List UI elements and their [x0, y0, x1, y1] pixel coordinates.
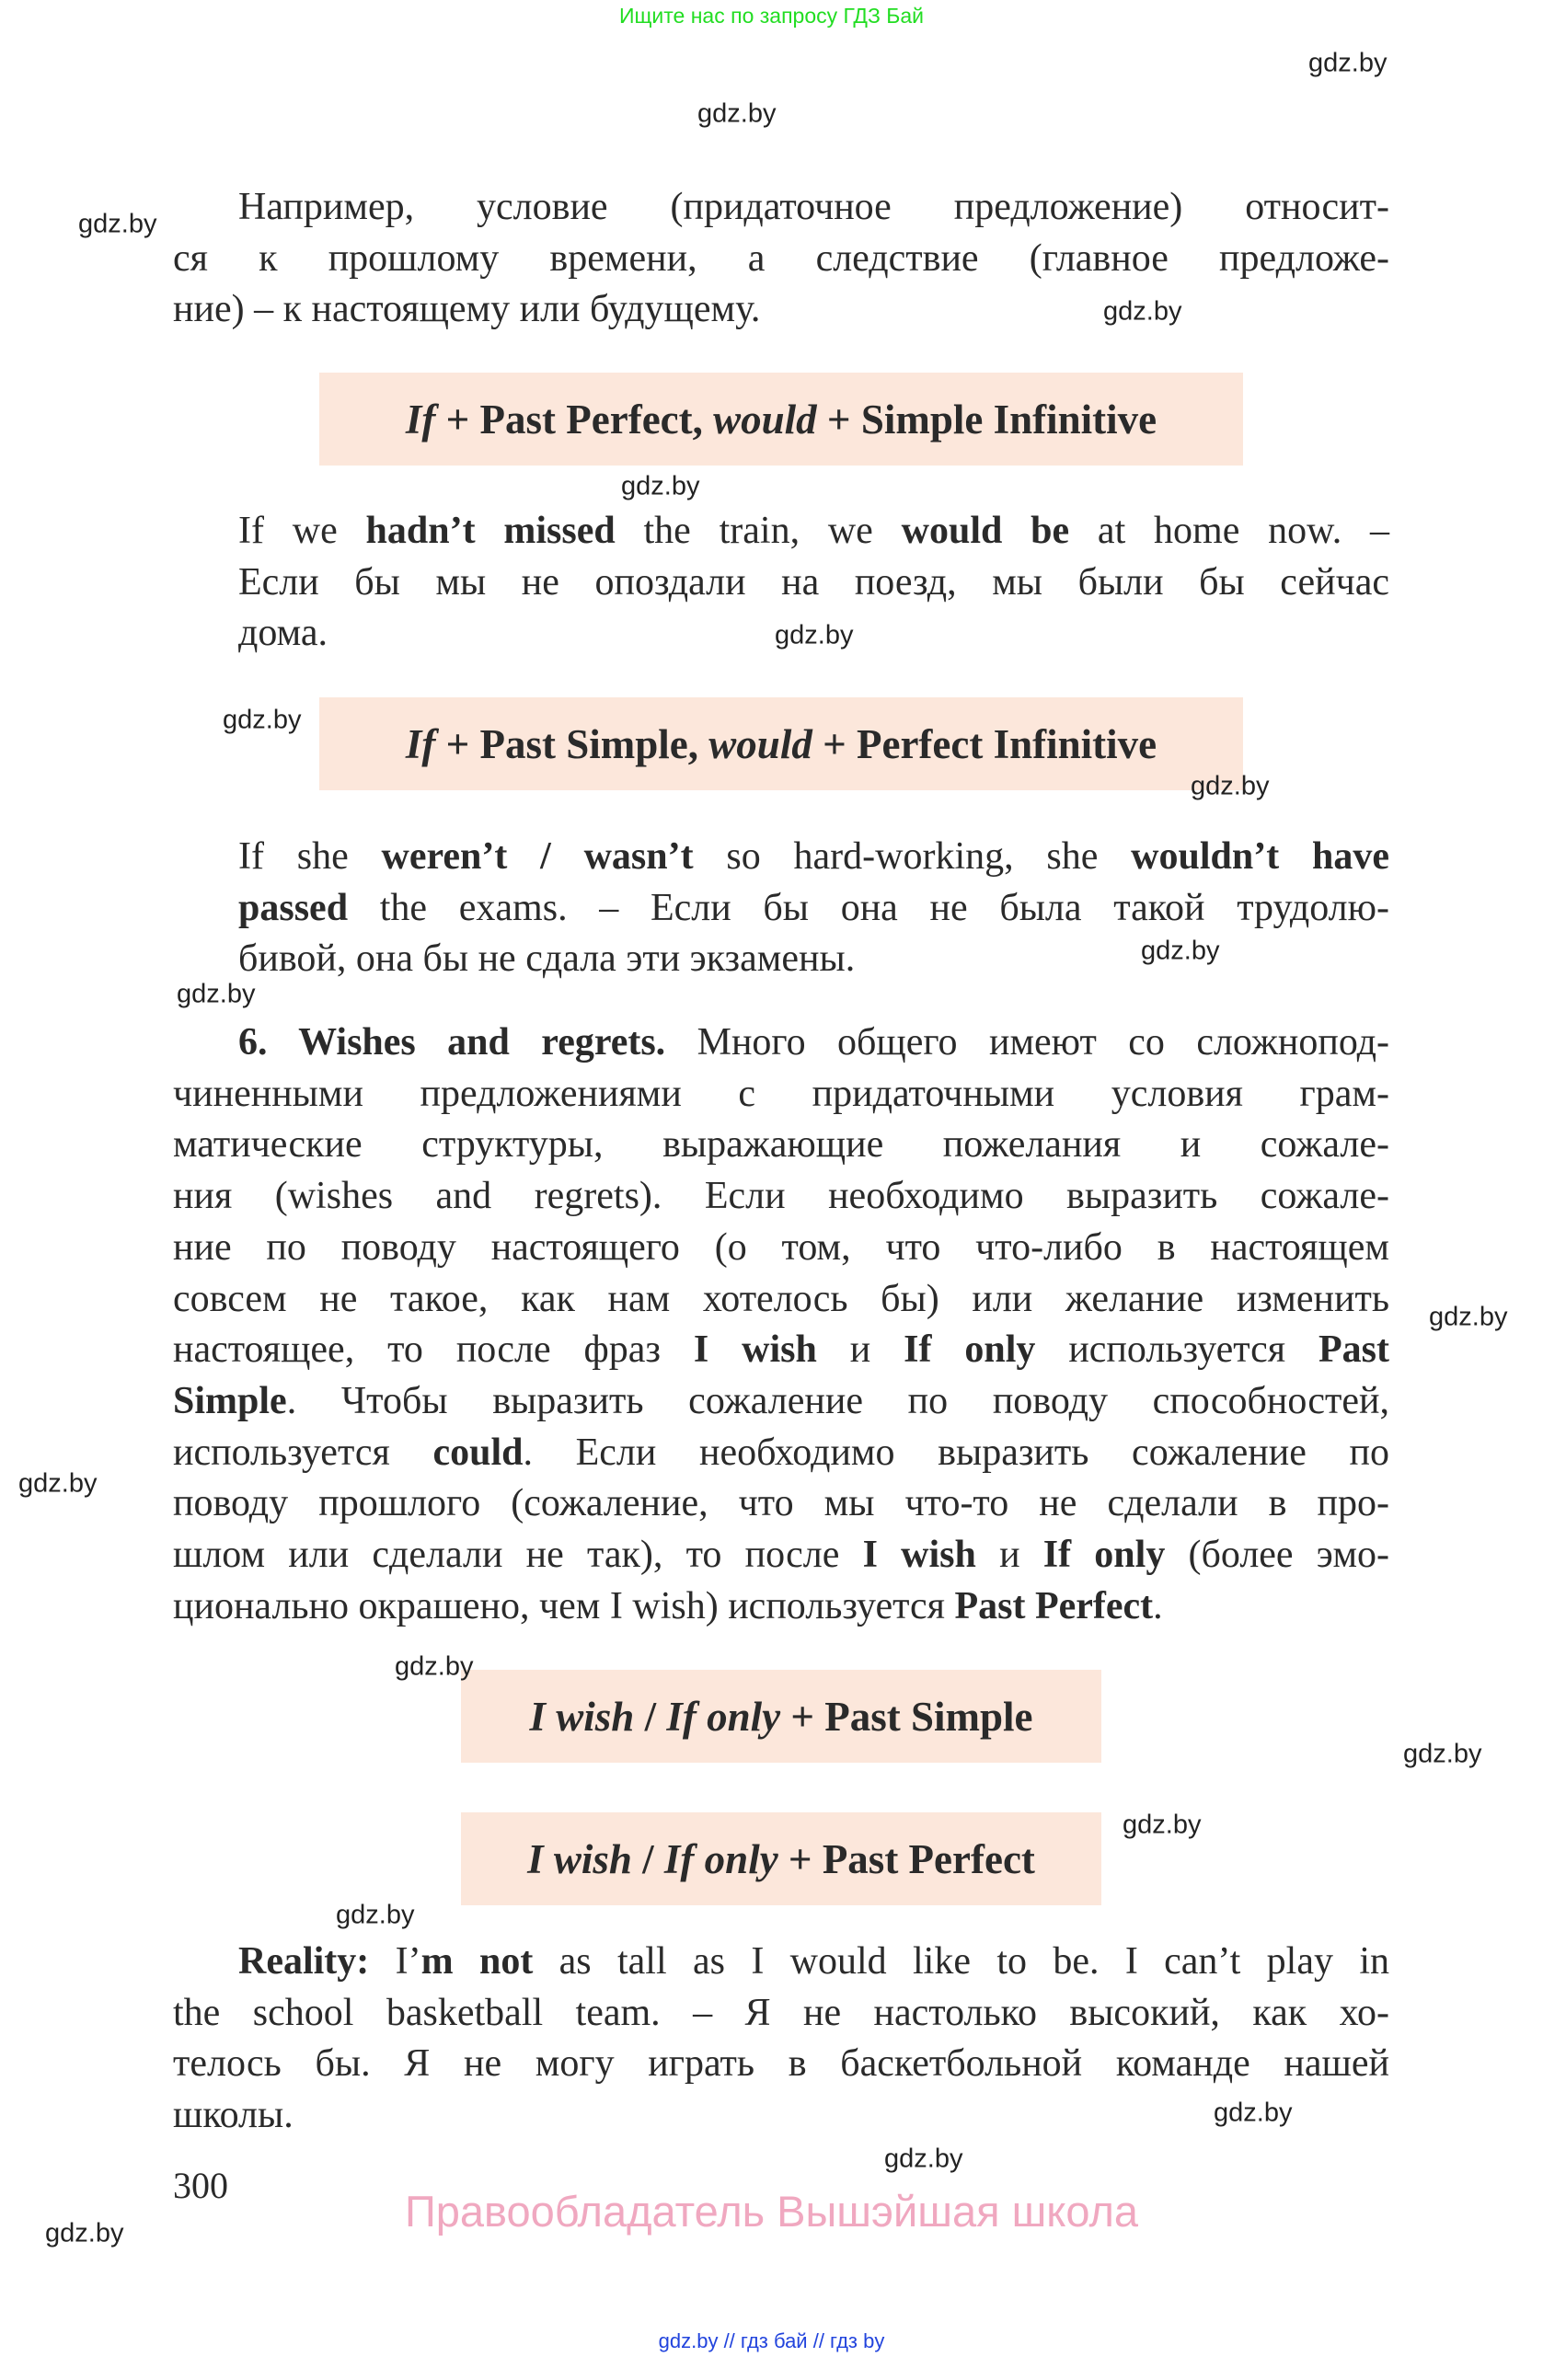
- text-segment: ния (wishes and regrets). Если необходимо выразить сожале-: [173, 1175, 1389, 1218]
- text-segment: + Perfect Infinitive: [812, 720, 1157, 767]
- text-segment: ционально окрашено, чем I wish) используется: [173, 1584, 955, 1627]
- text-line: [173, 1274, 1389, 1326]
- watermark: gdz.by: [45, 2218, 124, 2248]
- formula-text: [527, 1835, 1035, 1883]
- bold-text: would be: [901, 510, 1070, 552]
- watermark: gdz.by: [1429, 1302, 1508, 1332]
- text-segment: Если бы мы не опоздали на поезд, мы были бы сейчас: [238, 560, 1389, 604]
- text-line: [173, 1069, 1389, 1121]
- watermark: gdz.by: [1123, 1810, 1202, 1840]
- italic-text: If: [405, 396, 436, 443]
- watermark: gdz.by: [1403, 1739, 1482, 1769]
- watermark: gdz.by: [1141, 936, 1220, 966]
- watermark: gdz.by: [621, 471, 700, 501]
- text-segment: /: [634, 1693, 667, 1740]
- text-line: [173, 1937, 1389, 1988]
- text-line: [173, 1530, 1389, 1581]
- text-segment: the school basketball team. – Я не настолько высокий, как хо-: [173, 1991, 1389, 2034]
- watermark: gdz.by: [697, 98, 777, 129]
- text-line: [173, 1478, 1389, 1530]
- bold-text: wouldn’t have: [1131, 835, 1389, 878]
- copyright-notice: Правообладатель Вышэйшая школа: [404, 2187, 1139, 2236]
- bold-text: Past: [1318, 1328, 1390, 1372]
- text-segment: + Simple Infinitive: [816, 396, 1157, 443]
- search-hint-banner: Ищите нас по запросу ГДЗ Бай: [618, 4, 925, 28]
- text-line: [238, 506, 1389, 558]
- text-line: [238, 883, 1389, 935]
- text-line: [173, 1018, 1389, 1069]
- text-segment: используется: [1035, 1328, 1319, 1372]
- bold-text: weren’t / wasn’t: [381, 835, 694, 878]
- watermark: gdz.by: [78, 209, 157, 239]
- text-segment: I’: [369, 1940, 421, 1983]
- formula-text: [530, 1693, 1033, 1741]
- italic-text: would: [708, 720, 812, 767]
- text-line: [173, 1581, 1389, 1633]
- bold-text: 6. Wishes and regrets.: [238, 1021, 666, 1064]
- text-line: [173, 1171, 1389, 1223]
- bold-text: passed: [238, 886, 349, 929]
- text-line: [173, 234, 1389, 285]
- italic-text: I wish: [529, 1693, 635, 1740]
- text-segment: + Past Simple: [780, 1693, 1033, 1740]
- watermark: gdz.by: [884, 2144, 963, 2174]
- text-line: [173, 284, 1389, 336]
- formula-text: [406, 720, 1157, 768]
- text-segment: . Чтобы выразить сожаление по поводу способностей,: [286, 1379, 1389, 1422]
- text-segment: Например, условие (придаточное предложение) относит-: [238, 186, 1389, 228]
- watermark: gdz.by: [177, 979, 256, 1009]
- text-line: [173, 1376, 1389, 1428]
- italic-text: If only: [666, 1693, 781, 1740]
- watermark: gdz.by: [336, 1900, 415, 1930]
- text-segment: школы.: [173, 2094, 294, 2137]
- text-segment: ние) – к настоящему или будущему.: [173, 288, 761, 331]
- text-line: [238, 832, 1389, 883]
- text-segment: чиненными предложениями с придаточными условия грам-: [173, 1072, 1389, 1115]
- text-segment: If we: [238, 510, 366, 552]
- bold-text: Past Perfect: [954, 1584, 1154, 1627]
- text-line: [173, 1223, 1389, 1274]
- text-segment: as tall as I would like to be. I can’t play in: [533, 1940, 1389, 1983]
- text-line: [173, 1325, 1389, 1376]
- italic-text: If only: [663, 1835, 778, 1882]
- text-segment: + Past Simple,: [435, 720, 709, 767]
- formula-box-wish-past-simple: [461, 1670, 1101, 1763]
- text-segment: бивой, она бы не сдала эти экзамены.: [238, 937, 856, 981]
- text-segment: совсем не такое, как нам хотелось бы) или желание изменить: [173, 1277, 1389, 1320]
- watermark: gdz.by: [1191, 771, 1270, 801]
- text-line: [173, 1428, 1389, 1479]
- watermark: gdz.by: [223, 705, 302, 735]
- text-line: [173, 2090, 1389, 2142]
- text-line: [173, 2039, 1389, 2090]
- text-segment: the exams. – Если бы она не была такой трудолю-: [348, 886, 1389, 929]
- text-segment: + Past Perfect,: [435, 396, 714, 443]
- watermark: gdz.by: [1214, 2098, 1293, 2128]
- text-segment: ся к прошлому времени, а следствие (главное предложе-: [173, 236, 1389, 280]
- bold-text: If only: [1042, 1534, 1166, 1577]
- text-segment: и: [816, 1328, 904, 1372]
- paragraph-intro: [173, 182, 1389, 336]
- page-number: 300: [173, 2165, 228, 2206]
- formula-box-wish-past-perfect: [461, 1812, 1101, 1905]
- formula-text: [406, 396, 1157, 443]
- text-segment: настоящее, то после фраз: [173, 1328, 694, 1372]
- text-segment: и: [975, 1534, 1043, 1577]
- text-line: [173, 1120, 1389, 1171]
- text-segment: . Если необходимо выразить сожаление по: [523, 1431, 1389, 1474]
- text-segment: the train, we: [615, 510, 902, 552]
- text-segment: Много общего имеют со сложнопод-: [665, 1021, 1389, 1064]
- bold-text: could: [432, 1431, 524, 1474]
- text-segment: дома.: [238, 612, 328, 655]
- text-segment: .: [1153, 1584, 1163, 1627]
- bold-text: I wish: [862, 1534, 976, 1577]
- paragraph-reality: [173, 1937, 1389, 2142]
- text-line: [173, 1988, 1389, 2040]
- text-segment: /: [631, 1835, 664, 1882]
- text-segment: at home now. –: [1069, 510, 1390, 552]
- formula-box-past-simple-perfect-infinitive: [319, 697, 1243, 790]
- bold-text: Reality:: [238, 1940, 370, 1983]
- bold-text: hadn’t missed: [365, 510, 616, 552]
- text-segment: шлом или сделали не так), то после: [173, 1534, 863, 1577]
- watermark: gdz.by: [395, 1651, 474, 1682]
- text-segment: (более эмо-: [1165, 1534, 1390, 1577]
- text-segment: поводу прошлого (сожаление, что мы что-то не сделали в про-: [173, 1482, 1389, 1525]
- text-line: [238, 558, 1389, 609]
- bold-text: I wish: [693, 1328, 817, 1372]
- paragraph-wishes-and-regrets: [173, 1018, 1389, 1632]
- formula-box-past-perfect-simple-infinitive: [319, 373, 1243, 466]
- text-line: [173, 182, 1389, 234]
- text-segment: телось бы. Я не могу играть в баскетбольной команде нашей: [173, 2042, 1389, 2086]
- italic-text: If: [405, 720, 436, 767]
- footer-links[interactable]: gdz.by // гдз бай // гдз by: [658, 2329, 885, 2352]
- text-segment: If she: [238, 835, 382, 878]
- bold-text: If only: [904, 1328, 1036, 1372]
- text-segment: ние по поводу настоящего (о том, что что-либо в настоящем: [173, 1225, 1389, 1269]
- italic-text: would: [713, 396, 817, 443]
- watermark: gdz.by: [18, 1468, 98, 1499]
- text-segment: so hard-working, she: [693, 835, 1132, 878]
- text-segment: + Past Perfect: [777, 1835, 1035, 1882]
- watermark: gdz.by: [775, 620, 854, 650]
- watermark: gdz.by: [1308, 48, 1388, 78]
- text-segment: матические структуры, выражающие пожелания и сожале-: [173, 1123, 1389, 1167]
- bold-text: m not: [420, 1940, 534, 1983]
- text-segment: используется: [173, 1431, 433, 1474]
- watermark: gdz.by: [1103, 296, 1182, 327]
- bold-text: Simple: [173, 1379, 287, 1422]
- italic-text: I wish: [527, 1835, 632, 1882]
